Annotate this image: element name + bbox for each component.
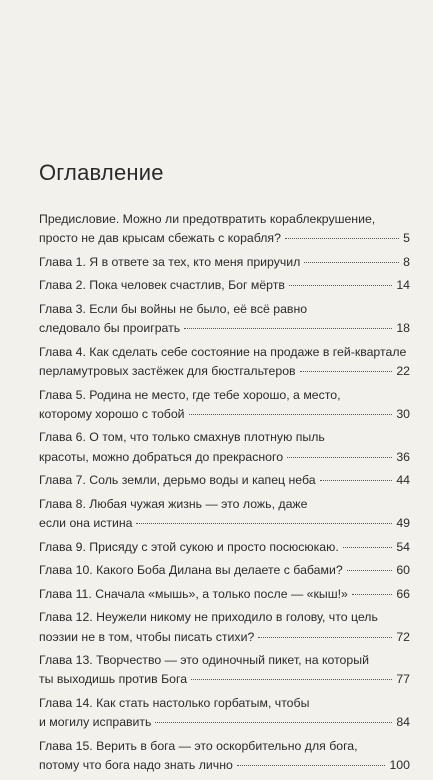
toc-entry [39, 585, 410, 604]
dot-leader [184, 327, 392, 329]
toc-entry [39, 538, 410, 557]
toc-entry [39, 276, 410, 295]
toc-entry [39, 608, 410, 646]
toc-entry-text: Глава 13. Творчество — это одиночный пикет, на который [39, 653, 369, 668]
toc-entry-text: Предисловие. Можно ли предотвратить кораблекрушение, [39, 212, 376, 226]
toc-entry-line [39, 538, 410, 557]
dot-leader [258, 636, 392, 638]
toc-entry [39, 253, 410, 272]
table-of-contents [39, 210, 410, 780]
toc-entry-text: Глава 2. Пока человек счастлив, Бог мёртв [39, 278, 285, 293]
toc-entry-text: Глава 9. Присяду с этой сукою и просто посюсюкаю. [39, 539, 339, 554]
toc-entry [39, 561, 410, 580]
toc-entry-text: Глава 15. Верить в бога — это оскорбительно для бога, [39, 738, 358, 753]
toc-entry-text: поэзии не в том, чтобы писать стихи? [39, 629, 255, 644]
toc-entry-line [39, 343, 410, 362]
toc-entry-text: и могилу исправить [39, 715, 152, 730]
toc-page-number: 36 [396, 449, 410, 464]
toc-page-number: 100 [389, 757, 410, 772]
toc-entry [39, 210, 410, 248]
toc-entry-text: Глава 11. Сначала «мышь», а только после — «кыш!» [39, 586, 348, 601]
toc-entry-line [39, 448, 410, 467]
toc-entry-text: Глава 5. Родина не место, где тебе хорошо, а место, [39, 387, 341, 402]
toc-page-number: 8 [403, 254, 410, 269]
toc-entry-line [39, 737, 410, 756]
toc-entry-text: потому что бога надо знать лично [39, 757, 233, 772]
dot-leader [287, 456, 392, 458]
toc-entry-line [39, 362, 410, 381]
toc-entry [39, 300, 410, 338]
toc-entry-text: Глава 1. Я в ответе за тех, кто меня приручил [39, 254, 301, 269]
toc-entry-line [39, 713, 410, 732]
toc-entry-text: Глава 14. Как стать настолько горбатым, чтобы [39, 695, 310, 710]
toc-entry-line [39, 651, 410, 670]
toc-page-number: 54 [396, 539, 410, 554]
toc-entry-line [39, 608, 410, 627]
toc-entry [39, 428, 410, 466]
dot-leader [352, 593, 392, 595]
toc-page-number: 77 [396, 672, 410, 687]
toc-entry-line [39, 471, 410, 490]
dot-leader [189, 413, 393, 415]
toc-entry-text: Глава 8. Любая чужая жизнь — это ложь, даже [39, 496, 308, 511]
toc-entry-line [39, 405, 410, 424]
toc-entry-line [39, 300, 410, 319]
toc-entry-line [39, 229, 410, 248]
toc-entry-line [39, 670, 410, 689]
toc-page-number: 66 [396, 586, 410, 601]
toc-entry-text: красоты, можно добраться до прекрасного [39, 449, 284, 464]
toc-entry-line [39, 386, 410, 405]
dot-leader [347, 569, 393, 571]
toc-entry [39, 495, 410, 533]
dot-leader [191, 678, 392, 680]
toc-entry [39, 737, 410, 775]
toc-page-number: 18 [396, 321, 410, 336]
toc-entry-line [39, 756, 410, 775]
toc-page-number: 30 [396, 406, 410, 421]
toc-entry-line [39, 210, 410, 229]
toc-entry [39, 651, 410, 689]
toc-entry [39, 343, 410, 381]
dot-leader [136, 522, 392, 524]
toc-entry-text: Глава 6. О том, что только смахнув плотную пыль [39, 430, 325, 445]
toc-entry-line [39, 253, 410, 272]
toc-entry-line [39, 514, 410, 533]
toc-entry [39, 471, 410, 490]
toc-entry-text: ты выходишь против Бога [39, 672, 188, 687]
toc-entry [39, 386, 410, 424]
toc-entry-text: Глава 3. Если бы войны не было, её всё равно [39, 301, 308, 316]
toc-page-number: 14 [396, 278, 410, 293]
toc-entry-text: которому хорошо с тобой [39, 406, 185, 421]
toc-entry-text: Глава 10. Какого Боба Дилана вы делаете с бабами? [39, 563, 343, 578]
toc-entry-line [39, 628, 410, 647]
toc-page-number: 84 [396, 715, 410, 730]
toc-entry-line [39, 276, 410, 295]
toc-entry-text: следовало бы проиграть [39, 321, 181, 336]
dot-leader [300, 370, 393, 372]
toc-entry-text: просто не дав крысам сбежать с корабля? [39, 231, 281, 246]
toc-page-number: 60 [396, 563, 410, 578]
dot-leader [289, 284, 392, 286]
toc-page-number: 72 [396, 629, 410, 644]
toc-entry-text: перламутровых застёжек для бюстгальтеров [39, 363, 296, 378]
toc-entry-line [39, 585, 410, 604]
toc-entry-text: Глава 4. Как сделать себе состояние на продаже в гей-квартале [39, 344, 407, 359]
toc-entry-line [39, 319, 410, 338]
toc-entry-line [39, 694, 410, 713]
toc-entry-line [39, 428, 410, 447]
toc-entry-text: если она истина [39, 515, 133, 530]
toc-heading: Оглавление [39, 160, 164, 185]
toc-entry-text: Глава 12. Неужели никому не приходило в голову, что цель [39, 610, 378, 625]
toc-entry-line [39, 561, 410, 580]
toc-page-number: 5 [403, 231, 410, 246]
toc-entry-line [39, 495, 410, 514]
dot-leader [343, 546, 393, 548]
toc-page-number: 22 [396, 363, 410, 378]
toc-page-number: 44 [396, 473, 410, 488]
toc-page-number: 49 [396, 515, 410, 530]
dot-leader [237, 764, 386, 766]
dot-leader [304, 261, 399, 263]
dot-leader [155, 721, 392, 723]
toc-entry-text: Глава 7. Соль земли, дерьмо воды и капец неба [39, 473, 316, 488]
dot-leader [285, 237, 399, 239]
dot-leader [320, 479, 393, 481]
toc-entry [39, 694, 410, 732]
